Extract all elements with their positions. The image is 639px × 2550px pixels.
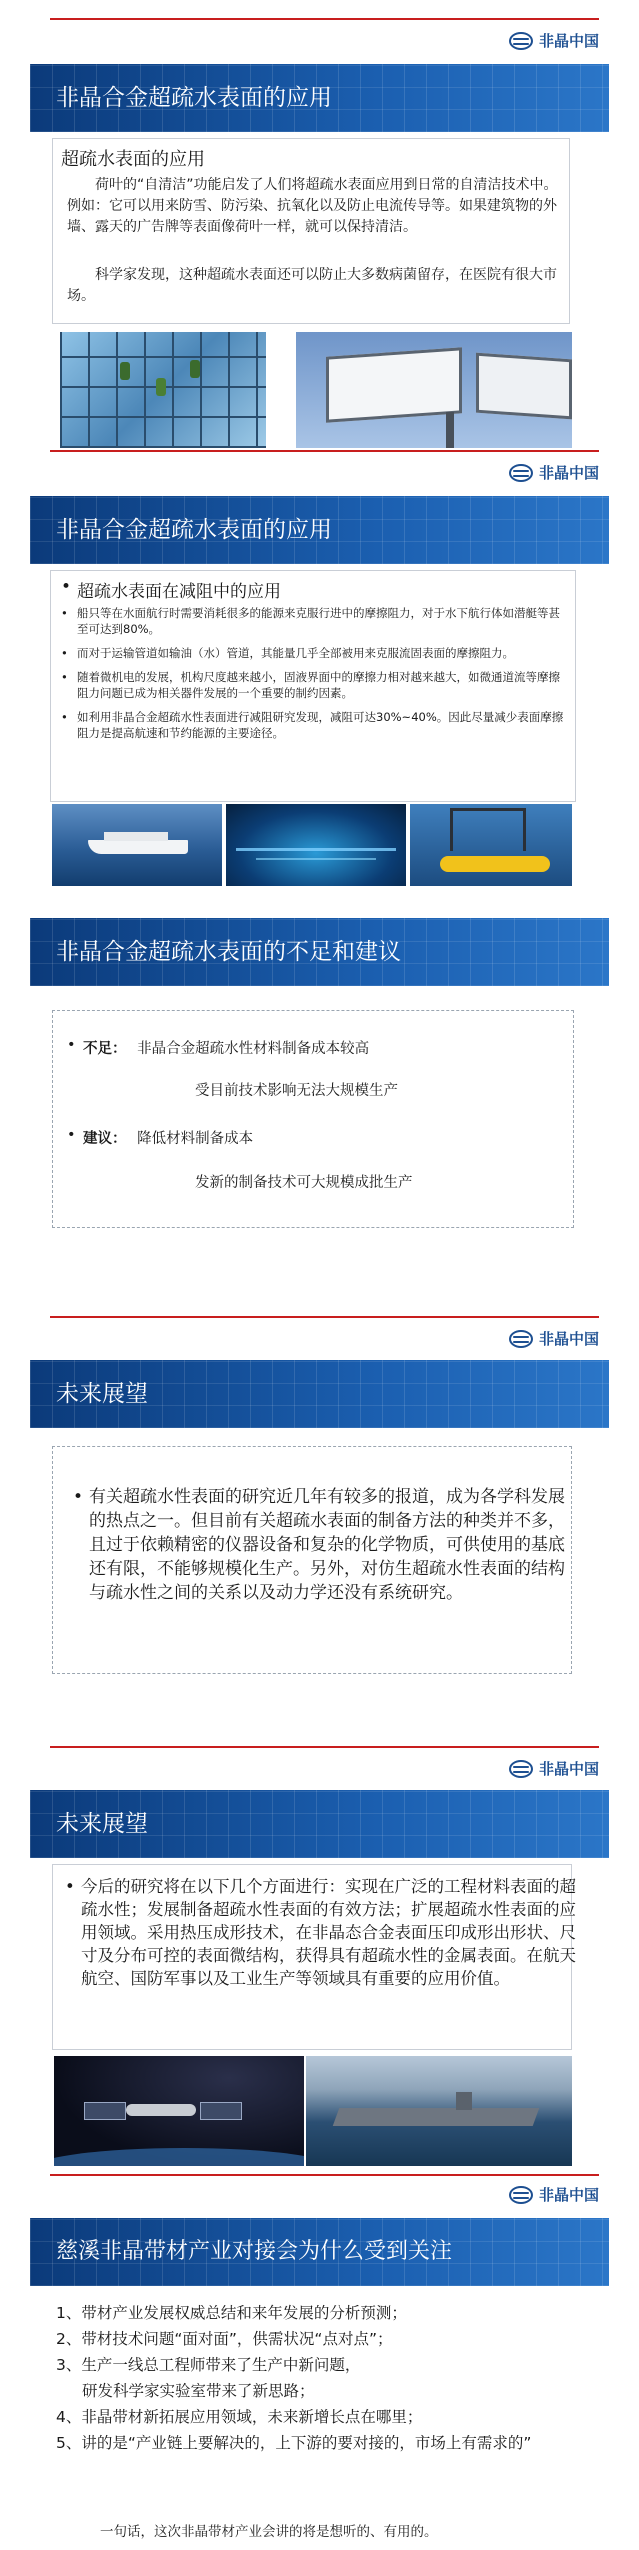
top-rule bbox=[50, 1746, 599, 1748]
list-item: • 而对于运输管道如输油（水）管道，其能量几乎全部被用来克服流固表面的摩擦阻力。 bbox=[61, 645, 565, 661]
top-rule bbox=[50, 450, 599, 452]
brand-logo bbox=[509, 2184, 599, 2205]
slide-6 bbox=[0, 2170, 639, 2550]
brand-logo bbox=[509, 30, 599, 51]
logo-icon bbox=[509, 32, 533, 50]
carrier-deck bbox=[333, 2108, 540, 2126]
slide-3 bbox=[0, 910, 639, 1300]
solar-panel bbox=[200, 2102, 242, 2120]
slide-banner bbox=[30, 64, 609, 132]
slide-title: 慈溪非晶带材产业对接会为什么受到关注 bbox=[56, 2239, 453, 2264]
worker-figure bbox=[120, 362, 130, 380]
slide-5 bbox=[0, 1730, 639, 2170]
slide-banner bbox=[30, 1360, 609, 1428]
cruise-ship-photo bbox=[52, 804, 222, 886]
label: 建议： bbox=[83, 1131, 127, 1147]
list-item bbox=[67, 1127, 253, 1148]
window-cleaners-photo bbox=[60, 332, 266, 448]
space-station-photo bbox=[54, 2056, 304, 2166]
solar-panel bbox=[84, 2102, 126, 2120]
list-item: 2、带材技术问题“面对面”，供需状况“点对点”； bbox=[56, 2330, 393, 2348]
slide-2 bbox=[0, 440, 639, 910]
top-rule bbox=[50, 1316, 599, 1318]
section-subtitle: • 超疏水表面在减阻中的应用 bbox=[61, 577, 281, 602]
section-subtitle: 超疏水表面的应用 bbox=[61, 149, 205, 170]
content-box bbox=[52, 1446, 572, 1674]
brand-logo bbox=[509, 1328, 599, 1349]
content-box bbox=[52, 1010, 574, 1228]
crane-frame bbox=[450, 808, 526, 851]
slide-title: 未来展望 bbox=[56, 1381, 148, 1407]
list-item bbox=[67, 1037, 369, 1058]
list-item: • 如利用非晶合金超疏水性表面进行减阻研究发现，减阻可达30%~40%。因此尽量减少表面摩擦阻力是提高航速和节约能源的主要途径。 bbox=[61, 709, 565, 741]
worker-figure bbox=[156, 378, 166, 396]
top-rule bbox=[50, 18, 599, 20]
paragraph: • 有关超疏水性表面的研究近几年有较多的报道，成为各学科发展的热点之一。但目前有关超疏水表面的制备方法的种类并不多，且过于依赖精密的仪器设备和复杂的化学物质，可供使用的基底还有限，不能够规模化生产。另外，对仿生超疏水性表面的结构与疏水性之间的关系以及动力学还没有系统研究。 bbox=[73, 1485, 569, 1605]
logo-text: 非晶中国 bbox=[538, 1760, 599, 1778]
content-box bbox=[52, 1864, 576, 2050]
paragraph: 科学家发现，这种超疏水表面还可以防止大多数病菌留存，在医院有很大市场。 bbox=[67, 267, 557, 304]
text: 受目前技术影响无法大规模生产 bbox=[195, 1083, 398, 1099]
station-module bbox=[126, 2104, 196, 2116]
carrier-tower bbox=[456, 2092, 472, 2110]
billboard-photo bbox=[296, 332, 572, 448]
slide-banner bbox=[30, 1790, 609, 1858]
brand-logo bbox=[509, 1758, 599, 1779]
earth-horizon bbox=[54, 2148, 304, 2166]
list-item: • 船只等在水面航行时需要消耗很多的能源来克服行进中的摩擦阻力，对于水下航行体如潜艇等甚至可达到80%。 bbox=[61, 605, 565, 637]
content-box bbox=[52, 138, 570, 324]
slide-title: 非晶合金超疏水表面的不足和建议 bbox=[56, 939, 401, 965]
slide-banner bbox=[30, 918, 609, 986]
logo-icon bbox=[509, 1760, 533, 1778]
vehicle-body bbox=[440, 856, 550, 872]
list-item: 研发科学家实验室带来了新思路； bbox=[82, 2382, 315, 2400]
content-box bbox=[50, 570, 576, 802]
logo-text: 非晶中国 bbox=[538, 2186, 599, 2204]
ship-deck bbox=[104, 832, 168, 841]
list-item: 1、带材产业发展权威总结和来年发展的分析预测； bbox=[56, 2304, 407, 2322]
billboard-panel bbox=[476, 353, 572, 420]
logo-icon bbox=[509, 464, 533, 482]
logo-text: 非晶中国 bbox=[538, 32, 599, 50]
slide-banner bbox=[30, 2218, 609, 2286]
underwater-vehicle-photo bbox=[410, 804, 572, 886]
slide-title: 未来展望 bbox=[56, 1811, 148, 1837]
slide-1 bbox=[0, 0, 639, 470]
slide-title: 非晶合金超疏水表面的应用 bbox=[56, 85, 332, 111]
worker-figure bbox=[190, 360, 200, 378]
slide-title: 非晶合金超疏水表面的应用 bbox=[56, 517, 332, 543]
microchannel-photo bbox=[226, 804, 406, 886]
label: 不足： bbox=[83, 1041, 127, 1057]
text: 非晶合金超疏水性材料制备成本较高 bbox=[137, 1041, 370, 1057]
bullet-list bbox=[61, 605, 565, 741]
footer-note: 一句话，这次非晶带材产业会讲的将是想听的、有用的。 bbox=[100, 2524, 438, 2540]
logo-icon bbox=[509, 2186, 533, 2204]
paragraph: • 今后的研究将在以下几个方面进行：实现在广泛的工程材料表面的超疏水性；发展制备超疏水性表面的有效方法；扩展超疏水性表面的应用领域。采用热压成形技术，在非晶态合金表面压印成形出形状、尺寸及分布可控的表面微结构，获得具有超疏水性的金属表面。在航天航空、国防军事以及工业生产等领域具有重要的应用价值。 bbox=[65, 1875, 577, 1990]
logo-icon bbox=[509, 1330, 533, 1348]
aircraft-carrier-photo bbox=[306, 2056, 572, 2166]
ship-hull bbox=[88, 840, 188, 854]
top-rule bbox=[50, 2174, 599, 2176]
light-streak bbox=[256, 858, 376, 860]
list-item: 4、非晶带材新拓展应用领域，未来新增长点在哪里； bbox=[56, 2408, 423, 2426]
list-item: • 随着微机电的发展，机构尺度越来越小，固液界面中的摩擦力相对越来越大，如微通道流等摩擦阻力问题已成为相关器件发展的一个重要的制约因素。 bbox=[61, 669, 565, 701]
text: 发新的制备技术可大规模成批生产 bbox=[195, 1175, 413, 1191]
list-item: 3、生产一线总工程师带来了生产中新问题， bbox=[56, 2356, 361, 2374]
list-item: 5、讲的是“产业链上要解决的，上下游的要对接的，市场上有需求的” bbox=[56, 2434, 532, 2452]
light-streak bbox=[236, 848, 396, 851]
paragraph: 荷叶的“自清洁”功能启发了人们将超疏水表面应用到日常的自清洁技术中。例如：它可以用来防雪、防污染、抗氧化以及防止电流传导等。如果建筑物的外墙、露天的广告牌等表面像荷叶一样，就可以保持清洁。 bbox=[67, 177, 558, 235]
slide-banner bbox=[30, 496, 609, 564]
text: 降低材料制备成本 bbox=[137, 1131, 254, 1147]
billboard-panel bbox=[326, 347, 462, 423]
item-list bbox=[56, 2300, 586, 2456]
logo-text: 非晶中国 bbox=[538, 464, 599, 482]
slide-4 bbox=[0, 1300, 639, 1720]
brand-logo bbox=[509, 462, 599, 483]
logo-text: 非晶中国 bbox=[538, 1330, 599, 1348]
